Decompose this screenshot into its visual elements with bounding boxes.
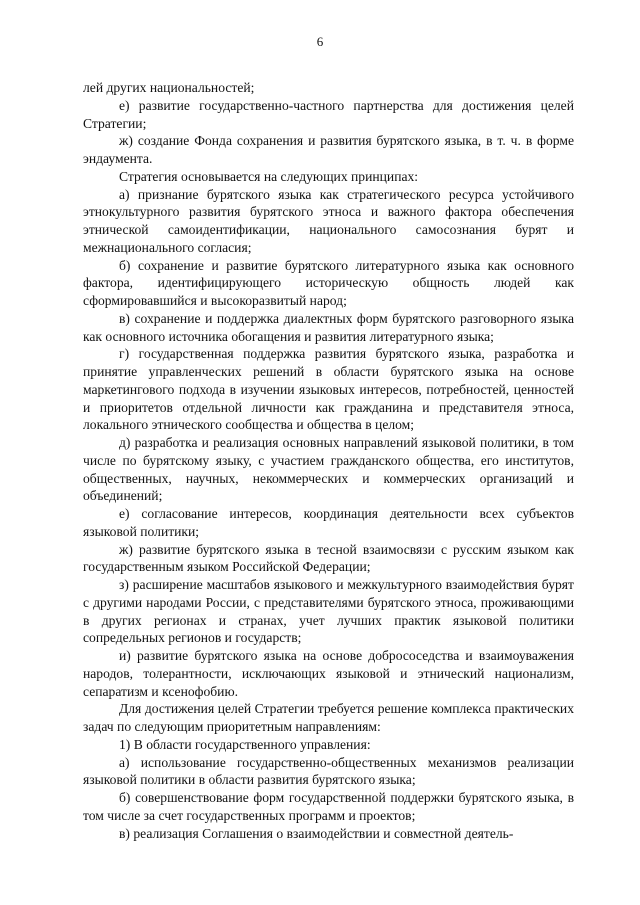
paragraph: з) расширение масштабов языкового и межкультурного взаимодействия бурят с другими народами России, с представителями бурятского этноса, проживающими в других регионах и странах, учет лучших практик языковой политики сопредельных регионов и государств; xyxy=(83,577,574,646)
paragraph: а) признание бурятского языка как стратегического ресурса устойчивого этнокультурного развития бурятского этноса и важного фактора обеспечения этнической самоидентификации, национального самосознания бурят и межнационального согласия; xyxy=(83,186,574,255)
paragraph: ж) развитие бурятского языка в тесной взаимосвязи с русским языком как государственным языком Российской Федерации; xyxy=(83,541,574,575)
paragraph: д) разработка и реализация основных направлений языковой политики, в том числе по бурятскому языку, с участием гражданского общества, его институтов, общественных, научных, некоммерческих и коммерческих организаций и объединений; xyxy=(83,435,574,504)
paragraph: в) сохранение и поддержка диалектных форм бурятского разговорного языка как основного источника обогащения и развития литературного языка; xyxy=(83,310,574,344)
paragraph: б) совершенствование форм государственной поддержки бурятского языка, в том числе за счет государственных программ и проектов; xyxy=(83,790,574,823)
paragraph: г) государственная поддержка развития бурятского языка, разработка и принятие управленческих решений в области бурятского языка на основе маркетингового подхода в изучении языковых интересов, потребностей, ценностей и приоритетов отдельной личности как гражданина и представителя этноса, локального этнического сообщества и общества в целом; xyxy=(83,346,574,433)
paragraph: в) реализация Соглашения о взаимодействии и совместной деятель- xyxy=(119,825,514,841)
paragraph: Для достижения целей Стратегии требуется решение комплекса практических задач по следующим приоритетным направлениям: xyxy=(83,701,574,734)
paragraph: лей других национальностей; xyxy=(83,80,255,95)
paragraph: а) использование государственно-общественных механизмов реализации языковой политики в области развития бурятского языка; xyxy=(83,754,574,788)
paragraph: и) развитие бурятского языка на основе добрососедства и взаимоуважения народов, толерантности, исключающих языковой и этнический национализм, сепаратизм и ксенофобию. xyxy=(83,648,574,699)
page-number: 6 xyxy=(316,34,324,49)
paragraph: е) согласование интересов, координация деятельности всех субъектов языковой политики; xyxy=(83,506,574,539)
paragraph: б) сохранение и развитие бурятского литературного языка как основного фактора, идентифицирующего историческую общность людей как сформировавшийся и высокоразвитый народ; xyxy=(83,257,574,308)
paragraph: е) развитие государственно-частного партнерства для достижения целей Стратегии; xyxy=(83,97,574,131)
paragraph: 1) В области государственного управления: xyxy=(119,736,371,752)
paragraph: ж) создание Фонда сохранения и развития бурятского языка, в т. ч. в форме эндаумента. xyxy=(83,133,574,166)
document-body xyxy=(83,79,574,842)
paragraph: Стратегия основывается на следующих принципах: xyxy=(119,168,419,184)
